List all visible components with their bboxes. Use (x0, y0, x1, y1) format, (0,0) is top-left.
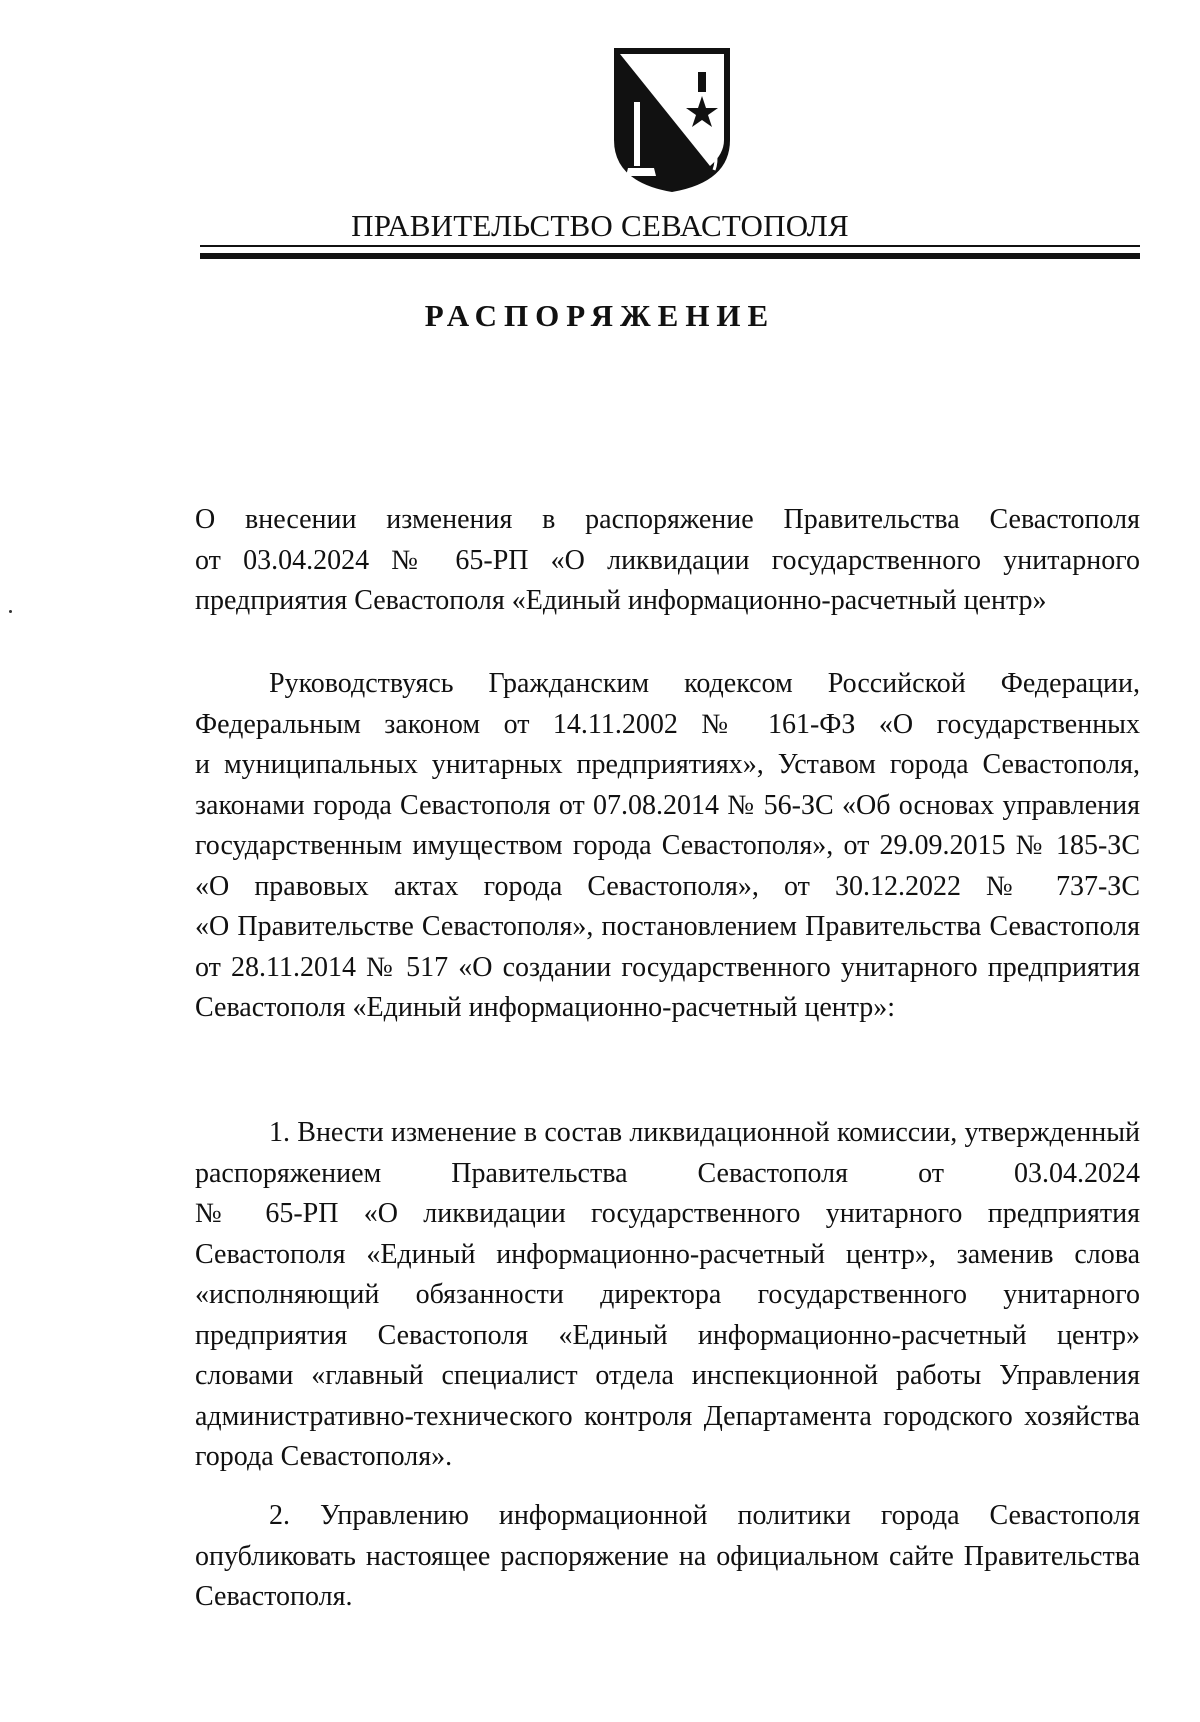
preamble-paragraph (195, 664, 1140, 1029)
clause-1-line: словами «главный специалист отдела инспекционной работы Управления (195, 1360, 1140, 1391)
preamble-line: «О Правительстве Севастополя», постановлением Правительства Севастополя (195, 911, 1140, 942)
clause-2-line: опубликовать настоящее распоряжение на официальном сайте Правительства (195, 1540, 1140, 1572)
header-rule-thin (200, 245, 1140, 247)
subject-line: предприятия Севастополя «Единый информационно-расчетный центр» (195, 585, 1047, 616)
subject-line: от 03.04.2024 № 65-РП «О ликвидации государственного унитарного (195, 544, 1140, 576)
clause-2 (195, 1496, 1140, 1618)
document-type-title: РАСПОРЯЖЕНИЕ (424, 298, 776, 333)
clause-1-line: Севастополя «Единый информационно-расчетный центр», заменив слова (195, 1238, 1140, 1270)
clause-1-line: города Севастополя». (195, 1441, 453, 1472)
scan-speck (9, 610, 12, 613)
clause-1-line: административно-технического контроля Департамента городского хозяйства (195, 1400, 1140, 1432)
preamble-line: от 28.11.2014 № 517 «О создании государственного унитарного предприятия (195, 951, 1140, 983)
preamble-line: Руководствуясь Гражданским кодексом Российской Федерации, (269, 668, 1140, 699)
header-rule-thick (200, 253, 1140, 259)
preamble-line: Федеральным законом от 14.11.2002 № 161-ФЗ «О государственных (195, 708, 1140, 740)
clause-1-line: предприятия Севастополя «Единый информационно-расчетный центр» (195, 1319, 1140, 1351)
clause-1-line: «исполняющий обязанности директора государственного унитарного (195, 1279, 1140, 1310)
sevastopol-coat-of-arms-icon (610, 44, 734, 194)
preamble-line: и муниципальных унитарных предприятиях», Уставом города Севастополя, (195, 749, 1140, 780)
clause-1-line: распоряжением Правительства Севастополя от 03.04.2024 (195, 1157, 1140, 1189)
preamble-line: законами города Севастополя от 07.08.2014 № 56-ЗС «Об основах управления (195, 789, 1140, 821)
preamble-line: государственным имуществом города Севастополя», от 29.09.2015 № 185-ЗС (195, 830, 1140, 861)
document-subject (195, 500, 1140, 622)
clause-1-line: 1. Внести изменение в состав ликвидационной комиссии, утвержденный (269, 1117, 1140, 1148)
clause-1-line: № 65-РП «О ликвидации государственного унитарного предприятия (195, 1198, 1140, 1229)
clause-1 (195, 1113, 1140, 1478)
clause-2-line: Севастополя. (195, 1581, 353, 1612)
preamble-line: Севастополя «Единый информационно-расчетный центр»: (195, 992, 896, 1023)
preamble-line: «О правовых актах города Севастополя», от 30.12.2022 № 737-ЗС (195, 870, 1140, 902)
clause-2-line: 2. Управлению информационной политики города Севастополя (269, 1500, 1140, 1531)
government-name: ПРАВИТЕЛЬСТВО СЕВАСТОПОЛЯ (351, 208, 849, 243)
subject-line: О внесении изменения в распоряжение Правительства Севастополя (195, 504, 1140, 535)
